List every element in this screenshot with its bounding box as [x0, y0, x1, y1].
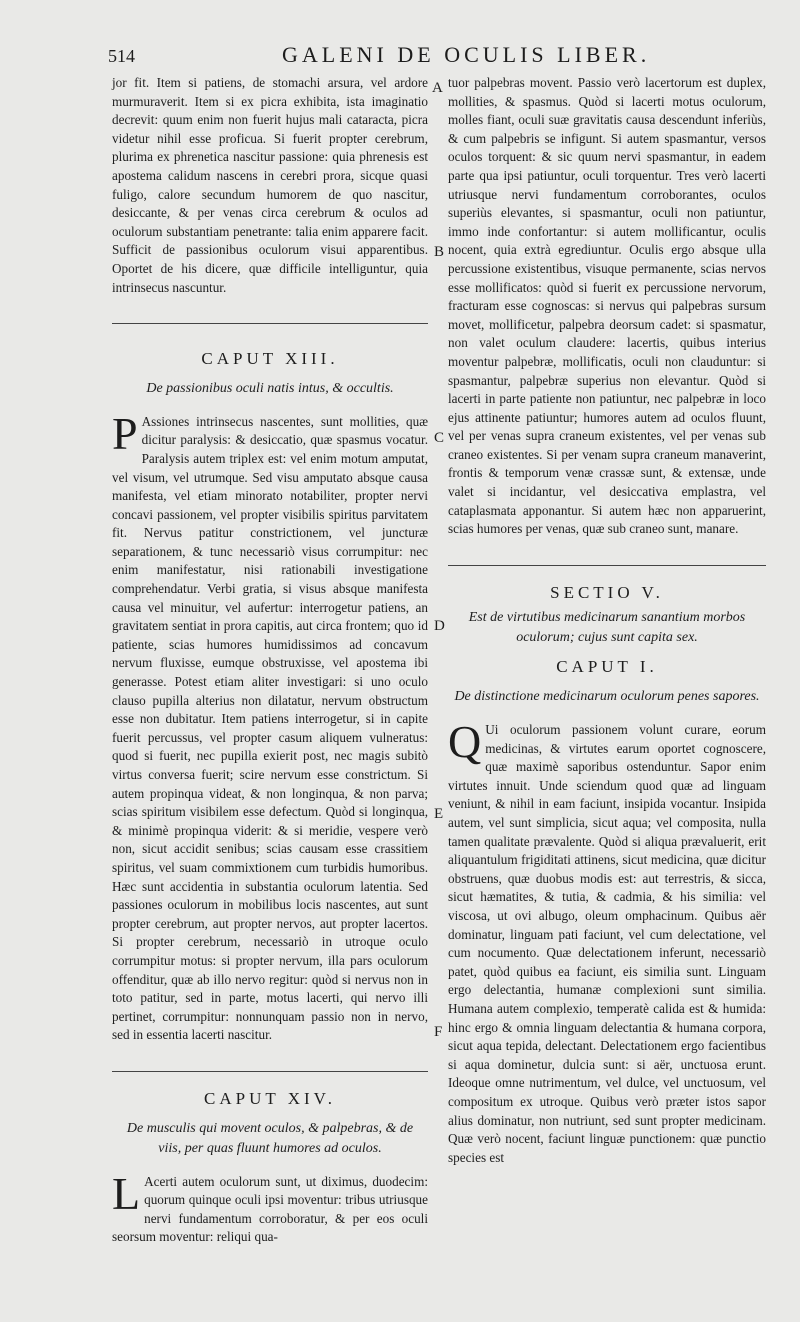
right-paragraph-2 [448, 716, 766, 1167]
left-paragraph-2 [112, 407, 428, 1045]
margin-letter-c: C [434, 430, 445, 446]
chapter-14-subtitle: De musculis qui movent oculos, & palpebras, & de viis, per quas fluunt humores ad oculos. [126, 1120, 414, 1156]
right-paragraph-2-text: Ui oculorum passionem volunt curare, eorum medicinas, & virtutes earum oportet cognoscere, quæ maximè saporibus ostenduntur. Sapor enim virtutes innuit. Unde sciendum quod quæ ad linguam veniunt, & nihil in eam faciunt, insipida vocantur. Insipida autem, vel sunt simplicia, sicut aqua; vel composita, nulla tamen qualitate prævalente. Quòd si aliqua prævaluerit, erit aliquantulum frigiditati attinens, sicut medicina, quæ dicitur obstruens, quæ duobus modis est: aut terrestris, & sicca, sicut hæmatites, & tutia, & cadmia, & his similia: vel viscosa, ut ovi albugo, oleum omphacinum. Quibus aër dominatur, linguam pati faciunt, vel cum delectatione, vel cum nocumento. Quæ delectationem inferunt, necessariò patet, quòd quibus ea faciunt, eis similia sunt. Linguam ergo delectantia, humanæ complexioni sunt similia. Humana autem complexio, temperatè calida est & humida: hinc ergo & omnia linguam delectantia & humana corpora, sicut aqua tepida, delectant. Delectationem ergo facientibus si aqua dominetur, dulcia sunt: si aër, unctuosa erunt. Ideoque omne nutrimentum, vel dulce, vel unctuosum, vel compositum ex utroque. Quibus verò præter istos sapor alius dominatur, non nutriunt, sed sunt propter medicinam. Quæ verò nocent, faciunt linguæ punctionem: quæ punctio species est [448, 722, 766, 1165]
drop-cap-p: P [112, 407, 138, 459]
section-5-heading: SECTIO V. [550, 582, 664, 602]
chapter-13-subtitle: De passionibus oculi natis intus, & occultis. [146, 380, 394, 396]
margin-letter-d: D [434, 618, 445, 634]
right-paragraph-1: tuor palpebras movent. Passio verò lacertorum est duplex, mollities, & spasmus. Quòd si lacerti motus oculorum, molles fiant, oculi suæ gravitatis causa descendunt inferiùs, & cum palpebris se infigunt. Si autem spasmantur, versos oculos torquent: & sic quum nervi spasmantur, in eadem parte qua ipsi patiuntur, oculi torquentur. Tres verò lacerti utriusque nervi fundamentum corroborantes, oculos superiùs elevantes, si spasmantur, oculi non patiuntur, immo inde confortantur: si autem mollificantur, oculis nocent, quia extrà egrediuntur. Oculis ergo absque ulla percussione existentibus, visuque permanente, scias nervos esse mollificatos: quòd si fuerit ex percussione nervorum, fracturam esse cognoscas: si nervus qui palpebras sursum movet, mollificetur, palpebra deorsum cadet: si spasmatur, non valet oculum claudere: lacertis, quibus interius moventur palpebræ, mollificatis, oculi non clauduntur: si spasmantur, palpebræ superius non elevantur. Quòd si lacerti in parte patiente non patiuntur, nec palpebræ in loco ejus attinente patiuntur; humores autem ad oculos fluunt, vel per venas supra craneum existentes, vel per venas sub craneo existentes. Si per venam supra craneum manaverint, frontis & temporum venæ crassæ sunt, & extensæ, unde valet si incidantur, vel desiccativa emplastra, vel cataplasmata apponantur. Si autem hæc non apparuerint, scias humores per venas, quæ sub craneo sunt, manare. [448, 75, 766, 537]
left-paragraph-1: jor fit. Item si patiens, de stomachi arsura, vel ardore murmuraverit. Item si ex picra exhibita, ista imaginatio decrevit: quum enim non fuerit hujus mali cataracta, picra videtur nihil esse proficua. Si fuerit propter cerebrum, plurima ex phrenetica nascitur passione: quia phrenesis est apostema calidum nascens in cerebri prora, sicque quasi fuligo, calore secundum humorem de quo nascitur, desiccante, & per venas circa cerebrum & oculos ad oculorum substantiam penetrante: talia enim apparere facit. Sufficit de passionibus oculorum visui apparentibus. Oportet de his dicere, quæ difficile intelliguntur, quia intrinsecus nascuntur. [112, 75, 428, 295]
left-paragraph-2-text: Assiones intrinsecus nascentes, sunt mollities, quæ dicitur paralysis: & desiccatio, quæ spasmus vocatur. Paralysis autem triplex est: vel enim motum amputat, vel visum, vel utrumque. Sed visu amputato absque causa manifesta, vel etiam minorato notabiliter, propter nervi concavi passionem, vel propter visibilis spiritus parvitatem fit. Nervus patitur constrictionem, vel juncturæ separationem, & tunc necessariò visus corrumpitur: nec enim manifestatur, nisi rationabili investigatione comprehendatur. Verbi gratia, si visus absque manifesta causa vel minuitur, vel aufertur: interrogetur patiens, an gravitatem sentiat in prora capitis, aut circa frontem; quo id patiente, scias humores humidissimos ad concavum nervum fluxisse, eumque obstruxisse, vel apostema ibi generasse. Potest etiam aliter investigari: si uno oculo clauso pupilla alterius non dilatatur, nervum obstructum esse non dubitatur. Item patiens interrogetur, si in capite fuerit percussus, vel propter casum aliquem vulneratus: quod si fuerit, nec pupilla exierit post, nec magis subitò virtus conversa fuerit; scire nervum esse constrictum. Si autem propinqua videat, & non longinqua, & non parva; scias spiritum visibilem esse defectum. Quòd si longinqua, & minimè propinqua viderit: & si meridie, vespere verò non, sicut accidit senibus; scias causam esse crassitiem spiritus, vel suam commixtionem cum turbidis humoribus. Hæc sunt accidentia in substantia oculorum latentia. Sed passiones oculorum in mobilibus locis nascentes, aut sunt propter cerebrum, aut propter nervos, aut propter lacertos. Si propter cerebrum, necessariò in utroque oculo corrumpitur motus: si propter nervum, illa pars oculorum offenditur, quæ ab illo nervo regitur: quòd si nervus non in toto patitur, sed in parte, motus lacerti, qui nervo illi pertinet, corrumpitur: nonnunquam passio non in nervo, sed in essentia lacerti nascitur. [112, 413, 428, 1043]
margin-letter-a: A [432, 80, 443, 96]
chapter-13-heading: CAPUT XIII. [201, 349, 339, 369]
page-header [0, 42, 800, 72]
drop-cap-l: L [112, 1167, 141, 1219]
page-number: 514 [108, 46, 135, 66]
drop-cap-q: Q [448, 716, 482, 768]
margin-letter-b: B [434, 244, 445, 260]
left-column [112, 74, 428, 1247]
chapter-1-subtitle: De distinctione medicinarum oculorum penes sapores. [454, 689, 760, 705]
section-5-subtitle: Est de virtutibus medicinarum sanantium morbos oculorum; cujus sunt capita sex. [468, 610, 746, 646]
margin-letter-f: F [434, 1024, 443, 1040]
margin-letter-e: E [434, 806, 444, 822]
chapter-1-heading: CAPUT I. [556, 657, 658, 677]
left-paragraph-3 [112, 1167, 428, 1247]
running-title: GALENI DE OCULIS LIBER. [282, 42, 651, 67]
chapter-14-heading: CAPUT XIV. [204, 1088, 336, 1108]
left-paragraph-3-text: Acerti autem oculorum sunt, ut diximus, duodecim: quorum quinque oculi ipsi moventur: tribus utriusque nervi fundamentum corroboratur, & per eos oculi seorsum moventur: reliqui qua- [112, 1173, 428, 1245]
right-column [448, 74, 766, 1167]
